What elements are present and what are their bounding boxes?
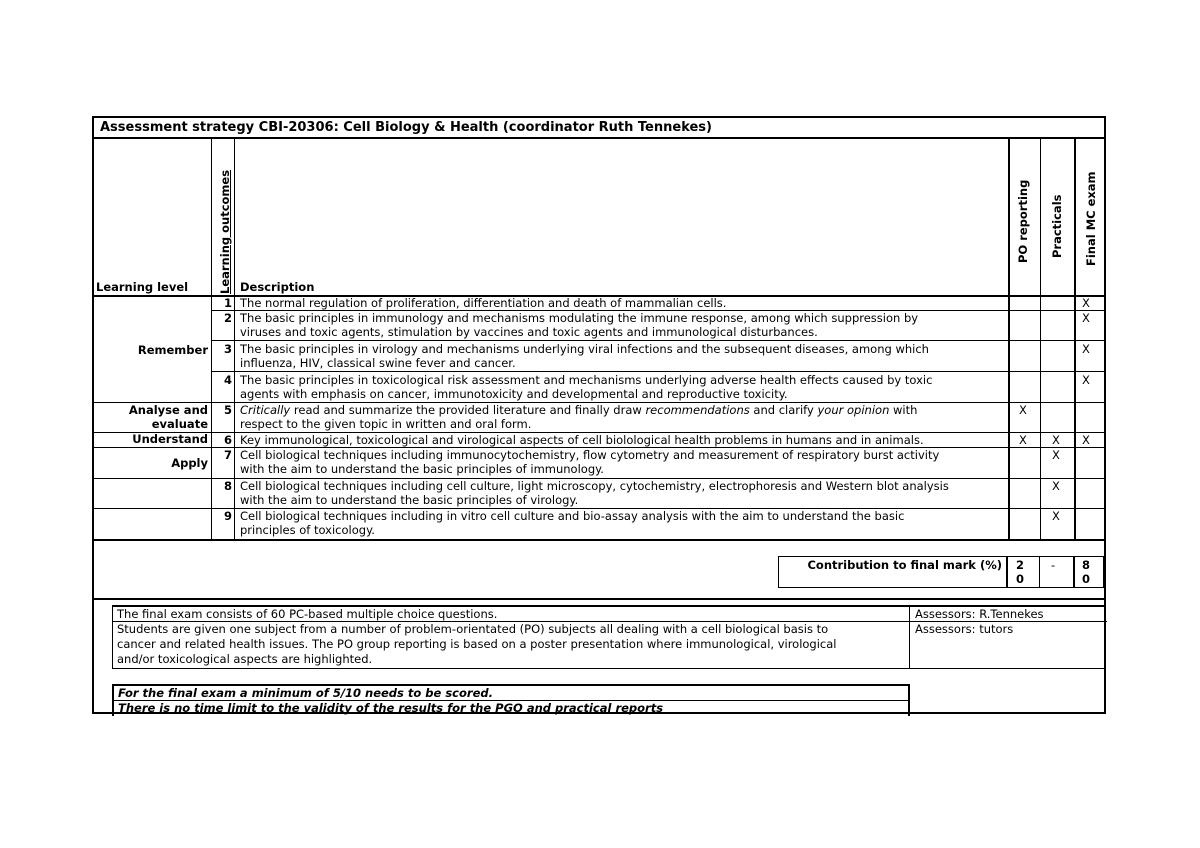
header-practicals: Practicals — [1050, 194, 1064, 258]
desc-part: and clarify — [749, 403, 818, 417]
outcome-number: 1 — [223, 296, 232, 310]
col-line-desc — [1008, 139, 1010, 539]
emphasis-recommendations: recommendations — [645, 403, 750, 417]
level-analyse-line1: Analyse and — [128, 403, 208, 417]
contrib-col-line-2 — [1073, 557, 1075, 587]
outcome-mc-mark: X — [1082, 342, 1090, 356]
outcome-number: 6 — [223, 433, 232, 447]
emphasis-opinion: your opinion — [817, 403, 890, 417]
contribution-po-digit-2: 0 — [1016, 572, 1025, 586]
outcome-number: 4 — [223, 373, 232, 387]
row-line-3 — [211, 371, 1104, 372]
outcome-description: Cell biological techniques including in vitro cell culture and bio-assay analysis with the aim to understand the basic — [240, 509, 905, 523]
outcome-mc-mark: X — [1082, 296, 1090, 310]
row-line-9 — [94, 539, 1104, 541]
header-final-mc-exam: Final MC exam — [1084, 171, 1098, 266]
header-learning-outcomes: Learning outcomes — [218, 169, 232, 294]
header-po-reporting: PO reporting — [1016, 179, 1030, 263]
exam-info-text: cancer and related health issues. The PO group reporting is based on a poster presentation where immunological, virological — [117, 637, 837, 651]
exam-info-text: and/or toxicological aspects are highlighted. — [117, 652, 373, 666]
exam-info-assessor: Assessors: R.Tennekes — [915, 607, 1044, 621]
contribution-practicals: - — [1051, 558, 1056, 572]
col-line-num — [234, 139, 235, 539]
outcome-description: Cell biological techniques including cell culture, light microscopy, cytochemistry, electrophoresis and Western blot analysis — [240, 479, 949, 493]
contribution-po-digit-1: 2 — [1016, 558, 1025, 572]
outcome-mc-mark: X — [1082, 433, 1090, 447]
outcome-description-cont: with the aim to understand the basic principles of immunology. — [240, 462, 604, 476]
outcome-po-mark: X — [1019, 433, 1027, 447]
note-minimum-score: For the final exam a minimum of 5/10 needs to be scored. — [118, 686, 493, 700]
outcome-po-mark: X — [1019, 403, 1027, 417]
level-remember: Remember — [137, 343, 208, 357]
outcome-description: Cell biological techniques including immunocytochemistry, flow cytometry and measurement of respiratory burst activity — [240, 448, 940, 462]
level-analyse — [94, 403, 208, 418]
contribution-values-box — [1008, 556, 1104, 588]
outcome-number: 8 — [223, 479, 232, 493]
assessment-sheet — [92, 116, 1106, 714]
outcome-description-cont: agents with emphasis on cancer, immunotoxicity and developmental and reproductive toxicity. — [240, 387, 788, 401]
level-evaluate: evaluate — [151, 417, 208, 431]
contrib-col-line-1 — [1039, 557, 1040, 587]
desc-part: with — [889, 403, 918, 417]
col-line-po — [1040, 139, 1041, 539]
outcome-mc-mark: X — [1082, 373, 1090, 387]
exam-info-col-line — [909, 607, 910, 669]
outcome-number: 9 — [223, 509, 232, 523]
header-learning-level: Learning level — [96, 280, 189, 294]
outcome-description-cont: influenza, HIV, classical swine fever and cancer. — [240, 356, 516, 370]
exam-info-assessor: Assessors: tutors — [915, 622, 1014, 636]
contribution-mc-digit-2: 0 — [1082, 572, 1091, 586]
outcome-description: The normal regulation of proliferation, differentiation and death of mammalian cells. — [240, 296, 727, 310]
outcome-description — [240, 403, 917, 418]
outcome-description: The basic principles in immunology and mechanisms modulating the immune response, among which suppression by — [240, 311, 919, 325]
note-validity: There is no time limit to the validity of the results for the PGO and practical reports — [118, 701, 664, 715]
outcome-description-cont: principles of toxicology. — [240, 523, 375, 537]
outcome-number: 2 — [223, 311, 232, 325]
desc-part: read and summarize the provided literature and finally draw — [290, 403, 646, 417]
contribution-label: Contribution to final mark (%) — [807, 558, 1002, 572]
outcome-description-cont: respect to the given topic in written and oral form. — [240, 417, 532, 431]
outcome-description-cont: viruses and toxic agents, stimulation by vaccines and toxic agents and immunological disturbances. — [240, 325, 818, 339]
section-divider — [94, 598, 1104, 600]
contribution-mc-digit-1: 8 — [1082, 558, 1091, 572]
outcome-practical-mark: X — [1052, 479, 1060, 493]
outcome-practical-mark: X — [1052, 433, 1060, 447]
outcome-number: 7 — [223, 448, 232, 462]
level-apply: Apply — [171, 456, 208, 470]
col-line-pr — [1074, 139, 1076, 539]
outcome-practical-mark: X — [1052, 509, 1060, 523]
contribution-label-box — [778, 556, 1008, 588]
emphasis-critically: Critically — [240, 403, 291, 417]
level-understand: Understand — [132, 432, 208, 446]
outcome-number: 3 — [223, 342, 232, 356]
outcome-description: The basic principles in toxicological risk assessment and mechanisms underlying adverse health effects caused by toxic — [240, 373, 933, 387]
exam-info-table — [112, 605, 1106, 669]
outcome-mc-mark: X — [1082, 311, 1090, 325]
outcome-number: 5 — [223, 403, 232, 417]
outcome-description: The basic principles in virology and mechanisms underlying viral infections and the subsequent diseases, among which — [240, 342, 929, 356]
outcome-description-cont: with the aim to understand the basic principles of virology. — [240, 493, 579, 507]
title-divider — [94, 137, 1104, 139]
header-description: Description — [240, 280, 315, 294]
outcome-practical-mark: X — [1052, 448, 1060, 462]
exam-info-text: Students are given one subject from a number of problem-orientated (PO) subjects all dealing with a cell biological basis to — [117, 622, 829, 636]
exam-info-text: The final exam consists of 60 PC-based multiple choice questions. — [117, 607, 498, 621]
notes-box — [112, 684, 910, 716]
outcome-description: Key immunological, toxicological and virological aspects of cell biolological health problems in humans and in animals. — [240, 433, 924, 447]
sheet-title: Assessment strategy CBI-20306: Cell Biology & Health (coordinator Ruth Tennekes) — [100, 120, 712, 135]
row-line-2 — [211, 340, 1104, 341]
